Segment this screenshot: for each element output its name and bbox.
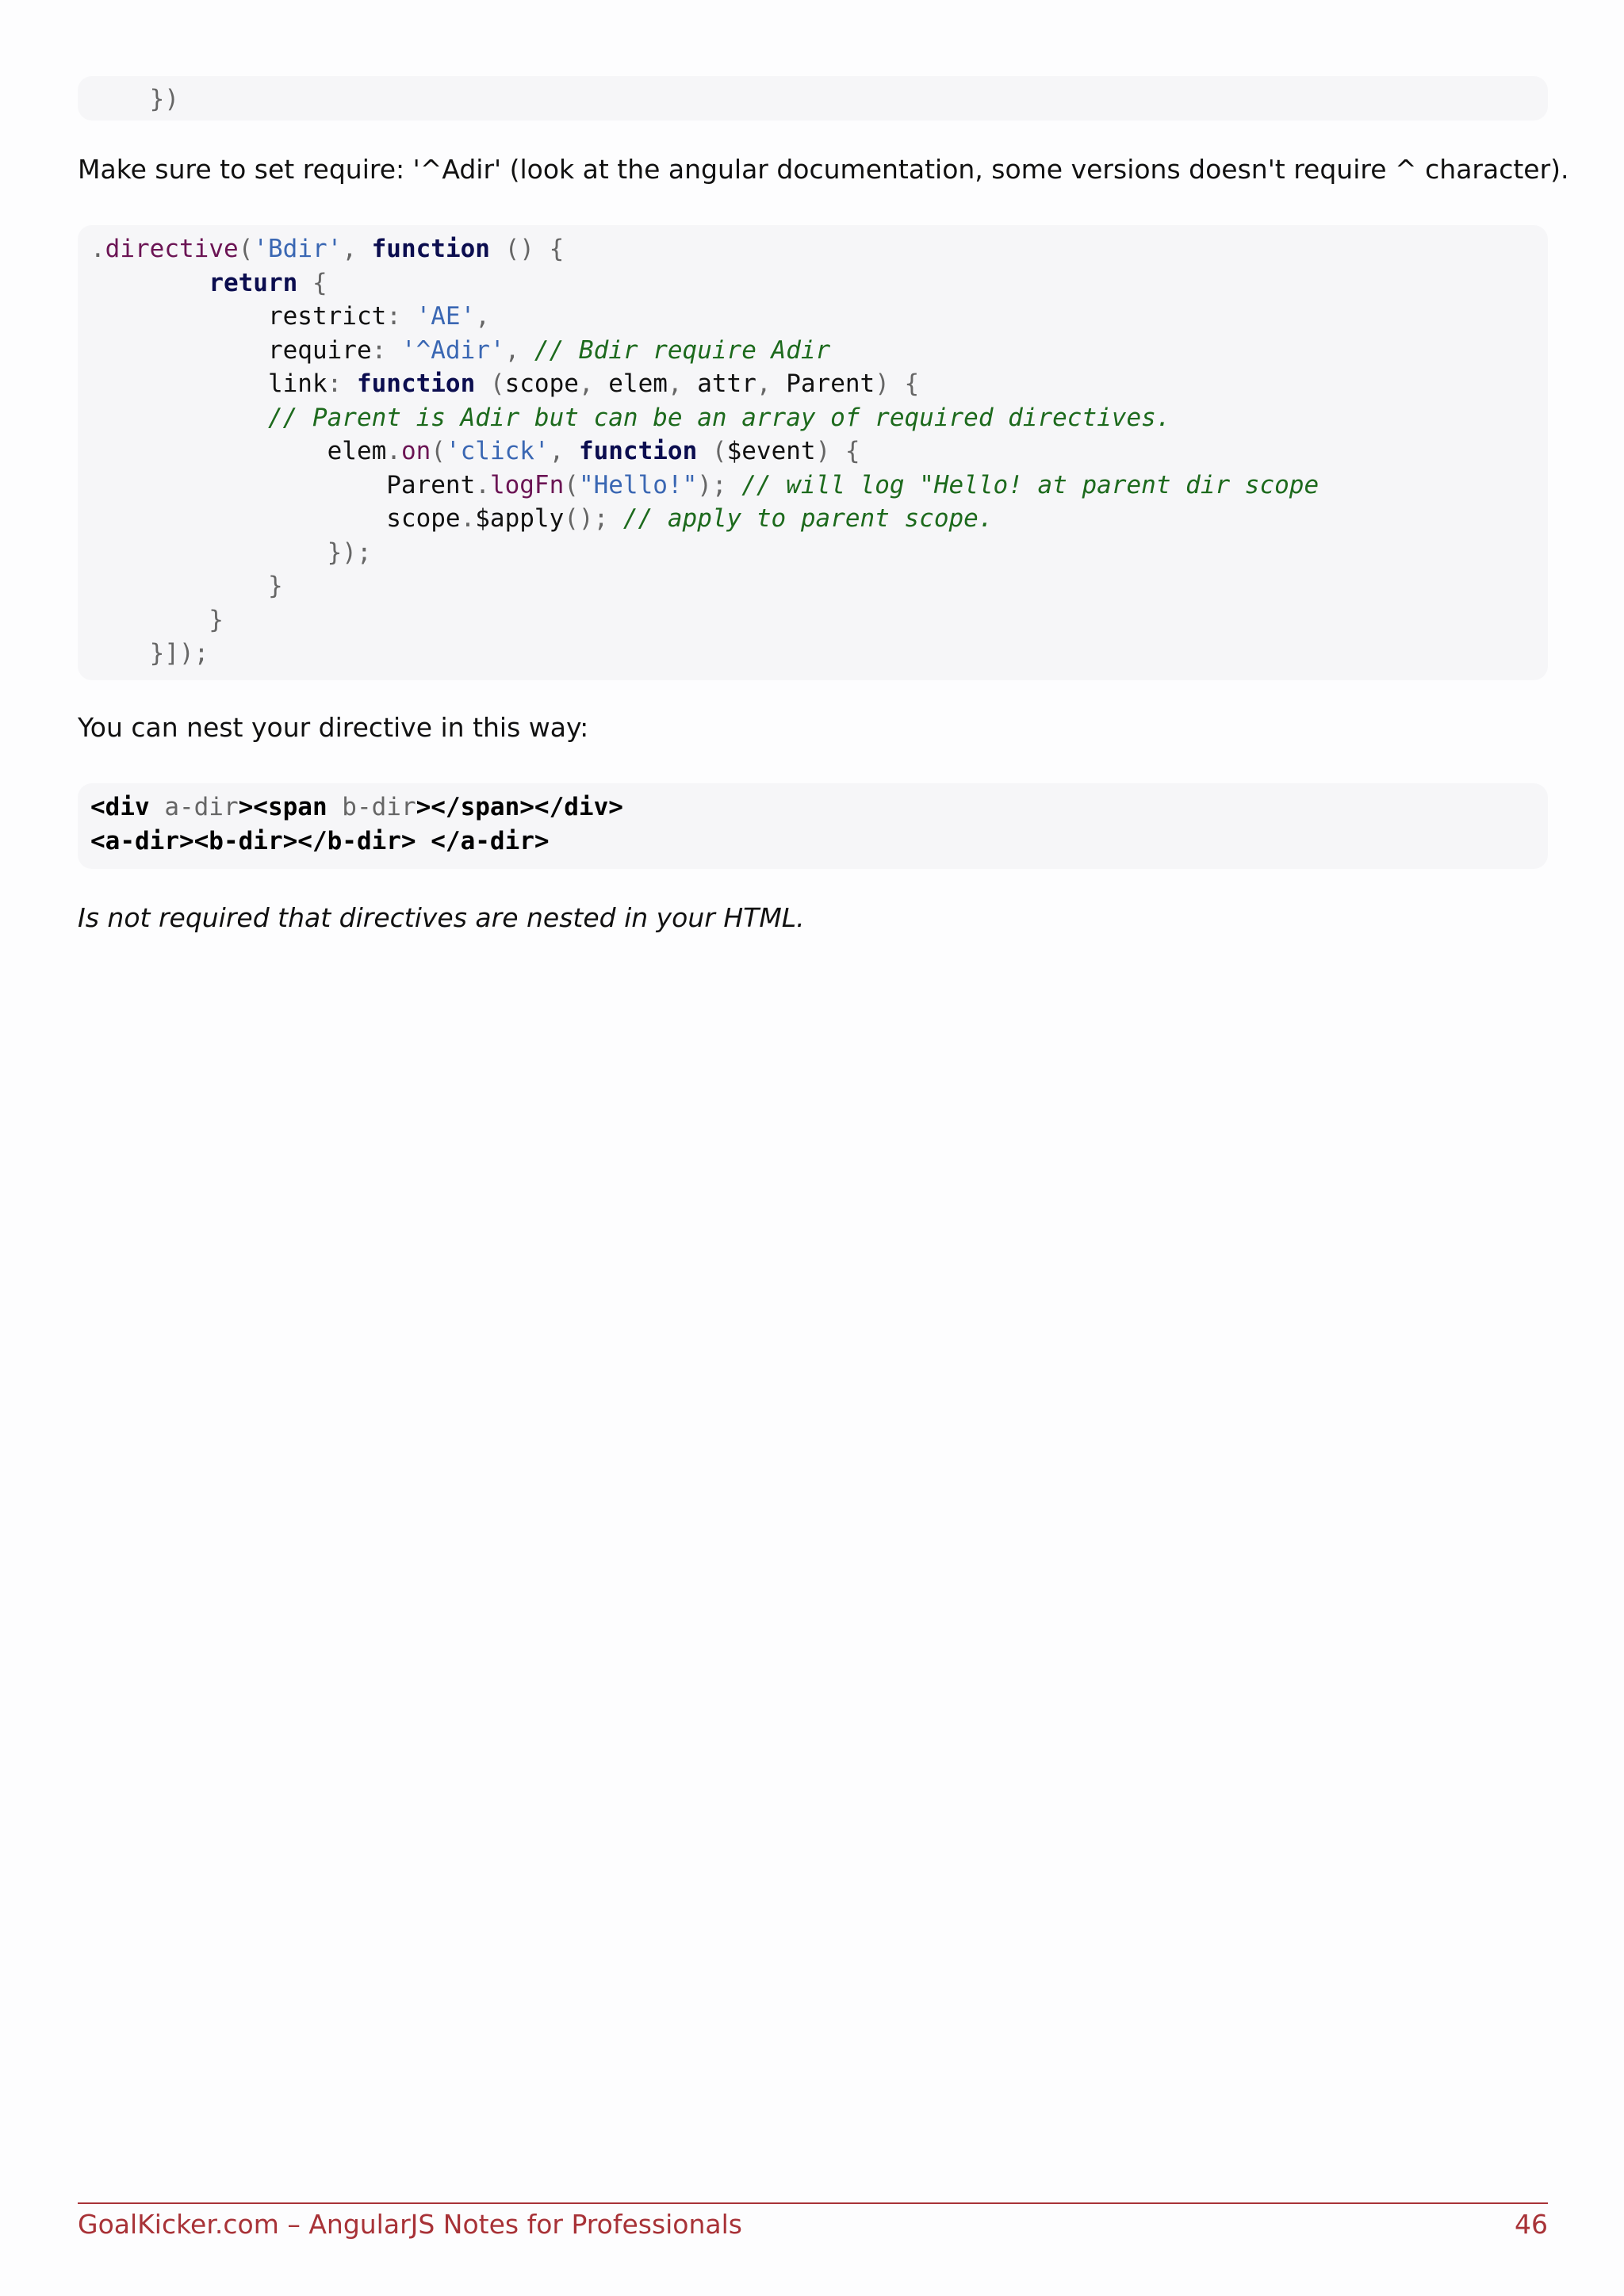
code-line-2: return { [209,268,327,297]
code-line-9: scope.$apply(); // apply to parent scope. [90,504,994,533]
paragraph-italic-note: Is not required that directives are nested in your HTML. [78,902,805,933]
code-line-11: } [90,572,283,600]
paragraph-require-note: Make sure to set require: '^Adir' (look at the angular documentation, some versions doesn't require ^ character). [78,154,1569,185]
code-line-3: restrict: 'AE', [90,302,490,331]
code-line: }) [90,85,179,113]
code-line-8: Parent.logFn("Hello!"); // will log "Hello! at parent dir scope [90,470,1320,499]
code-block-html-nesting [78,783,1548,869]
code-line-4: require: '^Adir', // Bdir require Adir [90,335,831,365]
code-line-2: <a-dir><b-dir></b-dir> </a-dir> [90,826,550,855]
code-line-7: elem.on('click', function ($event) { [90,437,860,465]
page-number: 46 [1515,2209,1548,2240]
footer-link[interactable]: GoalKicker.com – AngularJS Notes for Professionals [78,2209,742,2240]
footer-divider [78,2202,1548,2204]
code-line-6: // Parent is Adir but can be an array of required directives. [267,403,1171,432]
code-line-1: <div a-dir><span b-dir></span></div> [90,793,623,821]
code-line-5: link: function (scope, elem, attr, Parent) { [90,369,920,398]
code-line-10: }); [90,538,372,567]
paragraph-nesting-intro: You can nest your directive in this way: [78,712,589,743]
code-block-fragment [78,76,1548,121]
code-line-13: }]); [90,639,209,668]
code-block-bdir-directive [78,225,1548,680]
code-line-12: } [90,605,224,634]
code-line-1: .directive('Bdir', function () { [90,235,565,263]
